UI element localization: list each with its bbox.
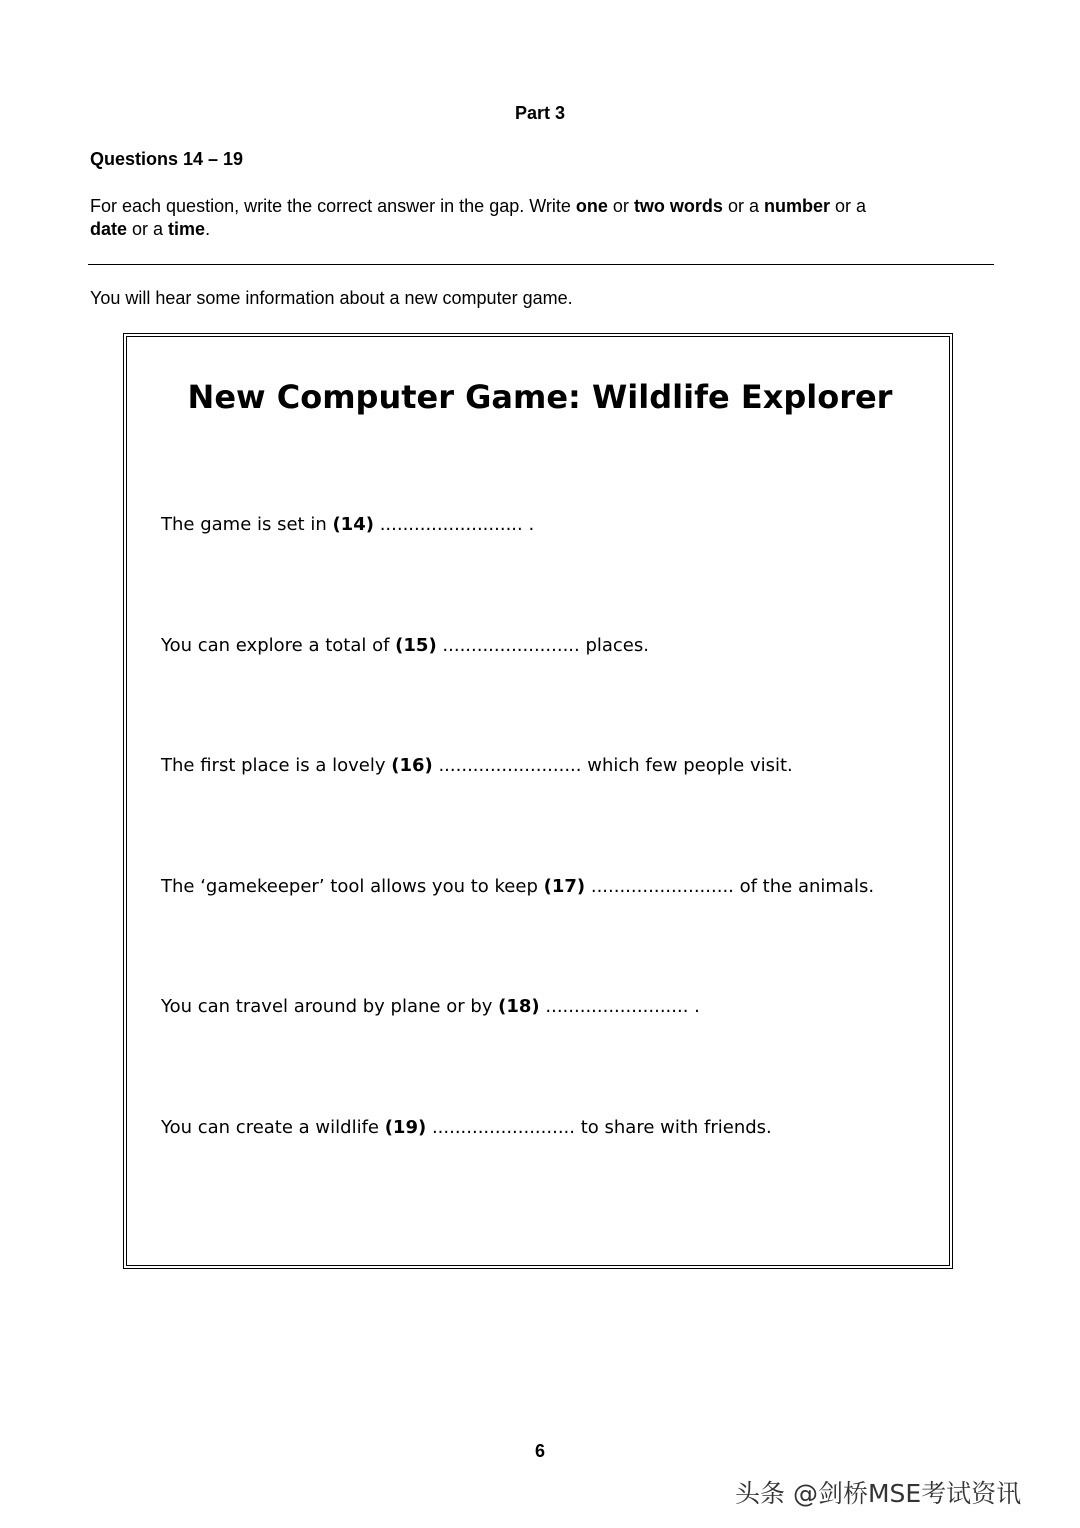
answer-gap[interactable]: ......................... of the animals. <box>585 876 875 897</box>
instr-emphasis: number <box>763 196 830 216</box>
instr-text: For each question, write the correct answer in the gap. Write <box>90 196 576 216</box>
watermark: 头条 @剑桥MSE考试资讯 <box>735 1479 1022 1508</box>
instr-text: . <box>205 219 211 239</box>
note-text: The game is set in <box>161 514 333 535</box>
answer-gap[interactable]: ......................... . <box>373 514 535 535</box>
instr-emphasis: one <box>575 196 608 216</box>
instr-text: or a <box>127 219 169 239</box>
question-number: (18) <box>498 996 540 1017</box>
note-text: You can travel around by plane or by <box>161 996 499 1017</box>
note-line-q16 <box>161 755 793 776</box>
note-line-q18 <box>161 996 700 1017</box>
question-number: (19) <box>384 1117 427 1138</box>
answer-gap[interactable]: ........................ places. <box>436 635 649 656</box>
note-text: The first place is a lovely <box>161 755 392 776</box>
task-intro: You will hear some information about a new computer game. <box>90 288 573 308</box>
question-number: (17) <box>543 876 586 897</box>
instr-text: or a <box>722 196 764 216</box>
question-number: (14) <box>332 514 374 535</box>
instructions <box>90 195 990 241</box>
question-number: (16) <box>391 755 433 776</box>
note-line-q15 <box>161 635 649 656</box>
instr-emphasis: two words <box>633 196 723 216</box>
page-number: 6 <box>534 1441 545 1461</box>
instr-emphasis: date <box>90 219 128 239</box>
note-text: You can explore a total of <box>161 635 396 656</box>
question-number: (15) <box>395 635 437 656</box>
answer-gap[interactable]: ......................... . <box>539 996 700 1017</box>
note-line-q14 <box>161 514 534 535</box>
questions-range: Questions 14 – 19 <box>90 149 244 169</box>
instr-text: or <box>607 196 634 216</box>
notes-title: New Computer Game: Wildlife Explorer <box>187 378 893 416</box>
note-text: You can create a wildlife <box>161 1117 385 1138</box>
instr-emphasis: time <box>168 219 206 239</box>
part-title: Part 3 <box>514 103 566 123</box>
answer-gap[interactable]: ......................... which few people visit. <box>432 755 793 776</box>
note-line-q17 <box>161 876 874 897</box>
instr-text: or a <box>829 196 867 216</box>
note-text: The ‘gamekeeper’ tool allows you to keep <box>161 876 544 897</box>
section-divider <box>88 264 994 265</box>
note-line-q19 <box>161 1117 772 1138</box>
answer-gap[interactable]: ......................... to share with friends. <box>426 1117 772 1138</box>
